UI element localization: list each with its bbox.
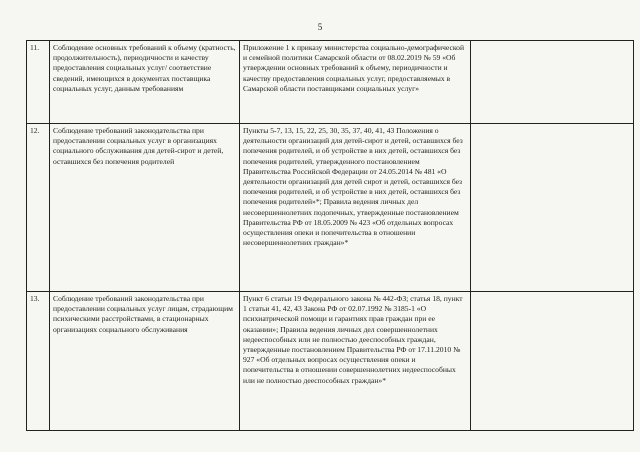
requirement-text: Соблюдение основных требований к объему (кратность, продолжительность), периодичности и качеству предоставления социальных услуг/ соответствие сведений, имеющихся в документах поставщика социальных услуг, данным требованиям bbox=[53, 43, 236, 93]
requirement-cell bbox=[50, 41, 240, 124]
page-number: 5 bbox=[317, 22, 323, 32]
row-number: 13. bbox=[27, 292, 50, 431]
table-row bbox=[27, 292, 634, 431]
legal-basis-text: Пункт 6 статьи 19 Федерального закона № 442-ФЗ; статья 18, пункт 1 статьи 41, 42, 43 Закона РФ от 02.07.1992 № 3185-1 «О психиатрической помощи и гарантиях прав граждан при ее оказании»; Правила ведения личных дел совершеннолетних недееспособных или не полностью дееспособных граждан, утвержденные постановлением Правительства РФ от 17.11.2010 № 927 «Об отдельных вопросах осуществления опеки и попечительства в отношении совершеннолетних недееспособных или не полностью дееспособных граждан»* bbox=[243, 294, 463, 385]
table-row bbox=[27, 41, 634, 124]
legal-basis-cell bbox=[240, 292, 471, 431]
note-cell bbox=[471, 292, 634, 431]
requirement-text: Соблюдение требований законодательства при предоставлении социальных услуг лицам, страдающим психическими расстройствами, в стационарных организациях социального обслуживания bbox=[53, 294, 233, 334]
legal-basis-text: Пункты 5-7, 13, 15, 22, 25, 30, 35, 37, 40, 41, 43 Положения о деятельности организаций для детей-сирот и детей, оставшихся без попечения родителей, и об устройстве в них детей, оставшихся без попечения родителей, утвержденного постановлением Правительства Российской Федерации от 24.05.2014 № 481 «О деятельности организаций для детей сирот и детей, оставшихся без попечения родителей, и об устройстве в них детей, оставшихся без попечения родителей»*; Правила ведения личных дел несовершеннолетних подопечных, утвержденные постановлением Правительства РФ от 18.05.2009 № 423 «Об отдельных вопросах осуществления опеки и попечительства в отношении несовершеннолетних граждан»* bbox=[243, 126, 463, 248]
requirement-cell bbox=[50, 292, 240, 431]
requirements-table bbox=[26, 40, 634, 431]
legal-basis-cell bbox=[240, 124, 471, 292]
requirement-cell bbox=[50, 124, 240, 292]
row-number: 11. bbox=[27, 41, 50, 124]
table-row bbox=[27, 124, 634, 292]
note-cell bbox=[471, 41, 634, 124]
legal-basis-text: Приложение 1 к приказу министерства социально-демографической и семейной политики Самарской области от 08.02.2019 № 59 «Об утверждении основных требований к объему, периодичности и качеству предоставления социальных услуг, предоставляемых в Самарской области поставщиками социальных услуг» bbox=[243, 43, 465, 93]
row-number: 12. bbox=[27, 124, 50, 292]
requirement-text: Соблюдение требований законодательства при предоставлении социальных услуг в организациях социального обслуживания для детей-сирот и детей, оставшихся без попечения родителей bbox=[53, 126, 224, 166]
note-cell bbox=[471, 124, 634, 292]
legal-basis-cell bbox=[240, 41, 471, 124]
